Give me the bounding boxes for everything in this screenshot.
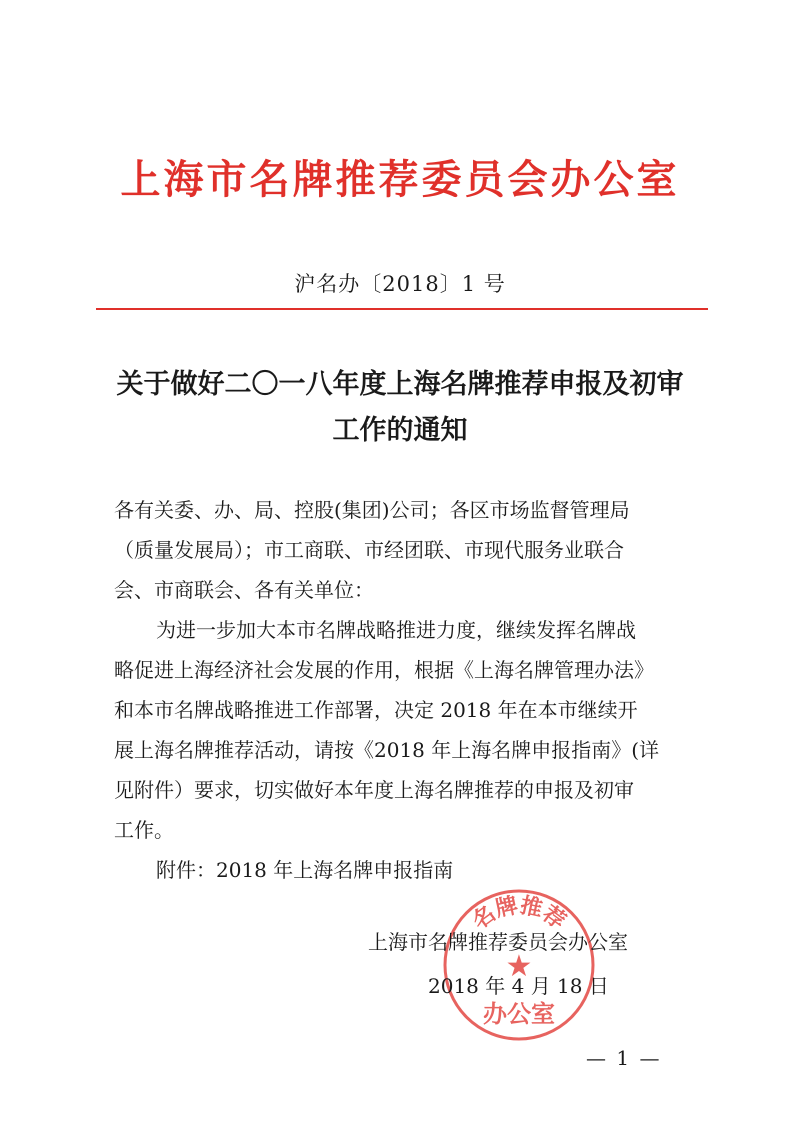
- paragraph-line: 展上海名牌推荐活动，请按《2018 年上海名牌申报指南》(详: [114, 738, 660, 762]
- document-body: [114, 490, 674, 890]
- document-title: [0, 362, 800, 454]
- recipients-line: 各有关委、办、局、控股(集团)公司；各区市场监督管理局: [114, 498, 630, 522]
- recipients-line: 会、市商联会、各有关单位：: [114, 578, 374, 602]
- recipients-line: （质量发展局）；市工商联、市经团联、市现代服务业联合: [114, 538, 624, 562]
- document-number: 沪名办〔2018〕1 号: [294, 272, 506, 296]
- issuing-organization-header: 上海市名牌推荐委员会办公室: [120, 157, 680, 203]
- seal-bottom-text: 办公室: [483, 1000, 555, 1028]
- paragraph-line: 略促进上海经济社会发展的作用，根据《上海名牌管理办法》: [114, 658, 654, 682]
- attachment-line: 附件：2018 年上海名牌申报指南: [156, 858, 454, 882]
- seal-star-icon: ★: [505, 949, 533, 984]
- title-line-1: 关于做好二〇一八年度上海名牌推荐申报及初审: [116, 369, 684, 400]
- paragraph-line: 工作。: [114, 818, 174, 842]
- page-number: — 1 —: [586, 1046, 662, 1070]
- paragraph-line: 为进一步加大本市名牌战略推进力度，继续发挥名牌战: [156, 618, 636, 642]
- paragraph-line: 见附件）要求，切实做好本年度上海名牌推荐的申报及初审: [114, 778, 634, 802]
- official-seal-stamp: [440, 886, 598, 1044]
- title-line-2: 工作的通知: [332, 415, 468, 446]
- signature-organization: 上海市名牌推荐委员会办公室: [368, 930, 628, 954]
- paragraph-line: 和本市名牌战略推进工作部署，决定 2018 年在本市继续开: [114, 698, 638, 722]
- signature-date: 2018 年 4 月 18 日: [428, 974, 609, 998]
- red-divider-line: [96, 308, 708, 310]
- seal-top-text: 名牌推荐: [467, 893, 571, 935]
